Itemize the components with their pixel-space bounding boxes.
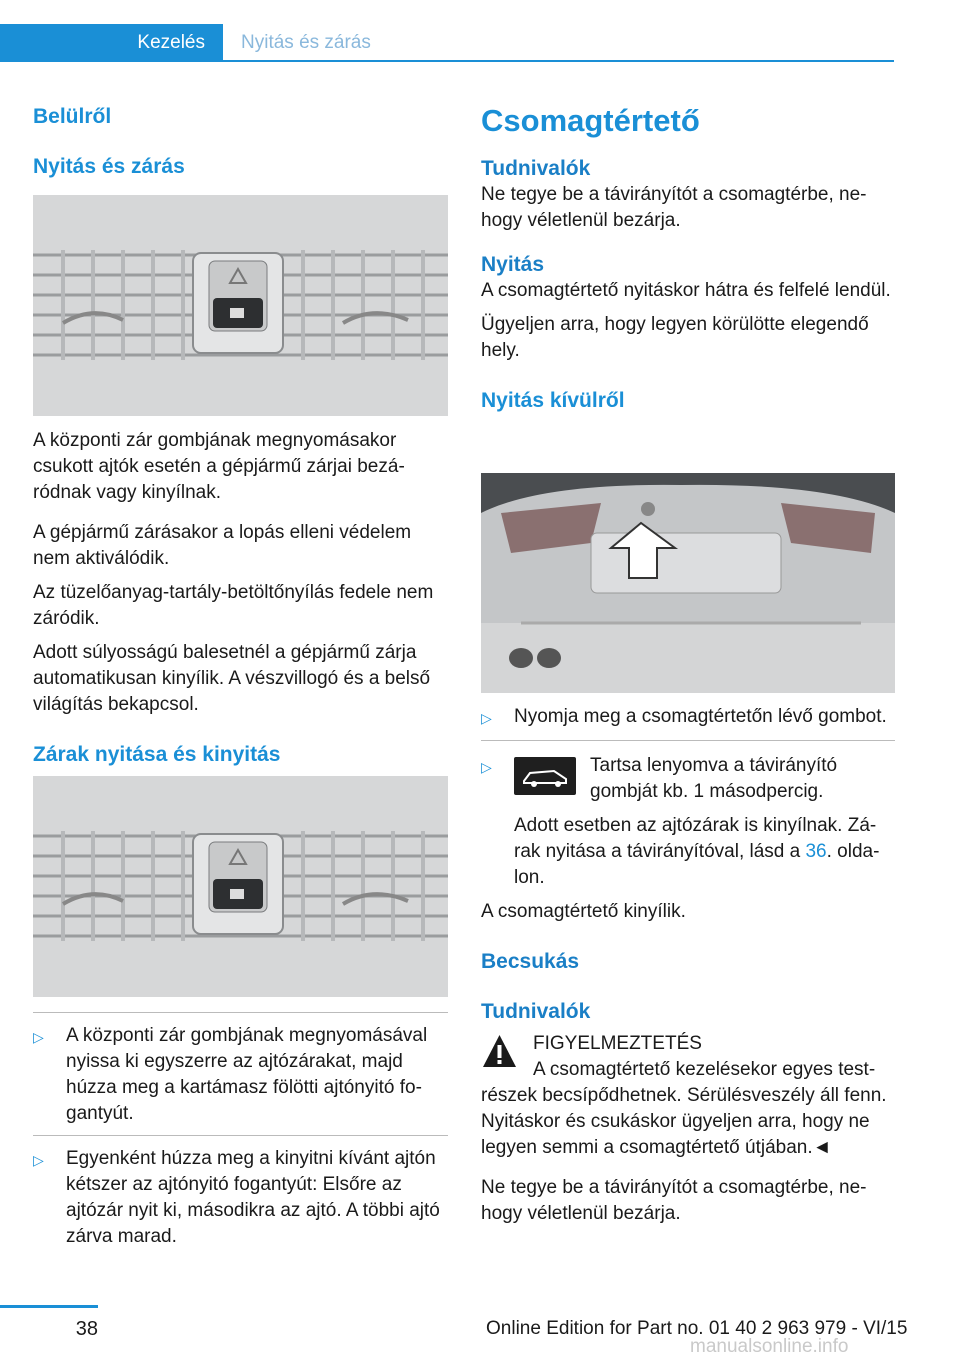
- paragraph: A gépjármű zárásakor a lopás elleni védelem nem aktiválódik.: [33, 522, 412, 569]
- heading-csomagterteto: Csomagtértető: [481, 103, 700, 138]
- divider: [33, 1135, 448, 1136]
- paragraph: Az tüzelőanyag-tartály-betöltőnyílás fedele nem záródik.: [33, 582, 434, 629]
- list-item: [33, 1146, 448, 1250]
- paragraph: [514, 813, 895, 891]
- list-item: [33, 1023, 448, 1127]
- paragraph: Ne tegye be a távirányítót a csomagtérbe, nehogy véletlenül bezárja.: [481, 1177, 867, 1224]
- page-link[interactable]: 36: [805, 841, 827, 862]
- right-column: [481, 102, 895, 414]
- warning-text: A csomagtértető kezelésekor egyes testrészek becsípődhetnek. Sérülésveszély áll fenn. Nyitáskor és csukáskor ügyeljen arra, hogy ne legyen semmi a csomagtértető útjában.◄: [481, 1059, 887, 1158]
- paragraph: Adott súlyosságú balesetnél a gépjármű zárja automatikusan kinyílik. A vészvillogó és a belső világítás bekapcsol.: [33, 642, 431, 715]
- heading-belulrol: Belülről: [33, 105, 112, 128]
- header-bar: [0, 24, 894, 62]
- list-item: [481, 704, 895, 730]
- central-lock-button-image-2: [33, 776, 448, 997]
- central-lock-button-image: [33, 195, 448, 416]
- warning-block: [481, 1031, 895, 1161]
- left-column: [33, 104, 448, 180]
- left-text-block: [33, 428, 448, 768]
- warning-icon: [481, 1033, 518, 1070]
- tab-nyitas-es-zaras[interactable]: Nyitás és zárás: [241, 32, 371, 53]
- triangle-bullet-icon: ▷: [481, 759, 492, 775]
- heading-nyitas-es-zaras: Nyitás és zárás: [33, 155, 185, 178]
- text: Adott esetben az ajtózárak is kinyílnak. Zárak nyitása a távirányítóval, lásd a: [514, 815, 877, 862]
- watermark: manualsonline.info: [690, 1336, 849, 1357]
- paragraph: A csomagtértető kinyílik.: [481, 901, 686, 922]
- left-bullets: [33, 1012, 448, 1250]
- heading-tudnivalok-2: Tudnivalók: [481, 1000, 591, 1023]
- heading-nyitas-kivulrol: Nyitás kívülről: [481, 389, 625, 412]
- list-item-text: Nyomja meg a csomagtértetőn lévő gombot.: [514, 706, 887, 727]
- paragraph: A csomagtértető nyitáskor hátra és felfelé lendül.: [481, 280, 891, 301]
- page-number: 38: [75, 1318, 98, 1340]
- heading-tudnivalok: Tudnivalók: [481, 157, 591, 180]
- triangle-bullet-icon: ▷: [33, 1029, 44, 1045]
- heading-becsukas: Becsukás: [481, 950, 580, 973]
- tab-kezeles[interactable]: [0, 24, 223, 62]
- footer-rule: [0, 1305, 98, 1308]
- divider: [33, 1012, 448, 1013]
- paragraph: A központi zár gombjának megnyomásakor csukott ajtók esetén a gépjármű zárjai bezáródnak vagy kinyílnak.: [33, 430, 405, 503]
- triangle-bullet-icon: ▷: [481, 710, 492, 726]
- list-item-text: A központi zár gombjának megnyomásával nyissa ki egyszerre az ajtózárakat, majd húzza meg a kartámasz fölötti ajtónyitó fogantyút.: [66, 1025, 428, 1124]
- paragraph: Ügyeljen arra, hogy legyen körülötte elegendő hely.: [481, 314, 869, 361]
- list-item: [481, 753, 895, 805]
- list-item-text: Tartsa lenyomva a távirányító gombját kb. 1 másodpercig.: [590, 755, 838, 802]
- divider: [481, 740, 895, 741]
- tab-label: Kezelés: [137, 32, 205, 53]
- right-bullets: [481, 704, 895, 1227]
- edition-text: Online Edition for Part no. 01 40 2 963 979 - VI/15: [486, 1318, 908, 1339]
- paragraph: Ne tegye be a távirányítót a csomagtérbe, nehogy véletlenül bezárja.: [481, 184, 867, 231]
- header-rule: [223, 60, 894, 62]
- remote-trunk-button-icon: [514, 757, 576, 795]
- warning-title: FIGYELMEZTETÉS: [533, 1033, 702, 1054]
- list-item-text: Egyenként húzza meg a kinyitni kívánt ajtón kétszer az ajtónyitó fogantyút: Elsőre az ajtózár nyit ki, másodikra az ajtó. A többi ajtó zárva marad.: [66, 1148, 440, 1247]
- text: . oldalon.: [514, 841, 880, 888]
- heading-zarak-nyitasa: Zárak nyitása és kinyitás: [33, 743, 281, 766]
- trunk-lid-image: [481, 473, 895, 693]
- heading-nyitas: Nyitás: [481, 253, 545, 276]
- triangle-bullet-icon: ▷: [33, 1152, 44, 1168]
